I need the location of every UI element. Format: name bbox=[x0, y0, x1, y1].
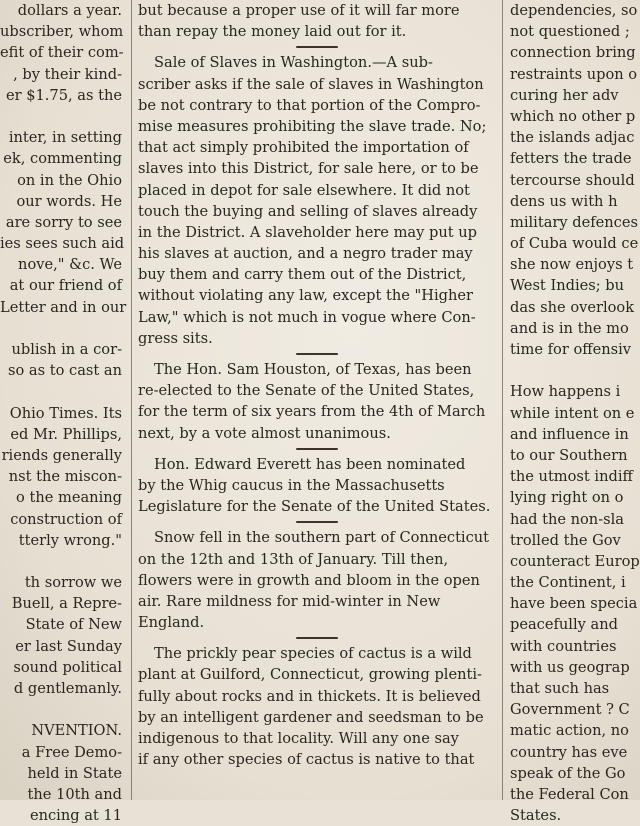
text-line: ubscriber, whom bbox=[0, 23, 124, 41]
text-line bbox=[0, 318, 125, 339]
text-line: er $1.75, as the bbox=[5, 86, 122, 104]
text-line: Sale of Slaves in Washington.—A sub- bbox=[154, 54, 433, 72]
article-separator bbox=[138, 42, 496, 52]
text-line: das she overlook bbox=[510, 298, 635, 316]
intro-paragraph bbox=[138, 0, 496, 42]
text-line: d gentlemanly. bbox=[13, 680, 122, 697]
text-line: our words. He bbox=[16, 192, 122, 210]
text-line: How happens i bbox=[510, 383, 621, 401]
text-line: flowers were in growth and bloom in the open bbox=[138, 571, 480, 589]
text-line bbox=[0, 381, 125, 402]
text-line: tercourse should bbox=[510, 171, 635, 189]
text-line: by the Whig caucus in the Massachusetts bbox=[138, 476, 445, 494]
column-rule-right bbox=[502, 0, 503, 800]
text-line: Ohio Times. Its bbox=[9, 404, 122, 422]
text-line: th sorrow we bbox=[24, 574, 122, 592]
text-line: encing at 11 bbox=[29, 807, 122, 825]
text-line bbox=[508, 360, 640, 381]
text-line: re-elected to the Senate of the United States, bbox=[138, 382, 475, 400]
article-everett bbox=[138, 454, 496, 518]
text-line: mise measures prohibiting the slave trade. No; bbox=[138, 117, 487, 135]
text-line: with us geograp bbox=[510, 658, 630, 676]
text-line: dens us with h bbox=[510, 192, 618, 210]
text-line: tterly wrong." bbox=[18, 531, 122, 549]
text-line: fetters the trade bbox=[510, 150, 632, 168]
text-line: speak of the Go bbox=[510, 764, 626, 782]
text-line: dependencies, so bbox=[510, 2, 638, 19]
text-line: nove," &c. We bbox=[18, 256, 122, 274]
text-line: next, by a vote almost unanimous. bbox=[138, 424, 391, 442]
text-line: Legislature for the Senate of the United States. bbox=[138, 498, 491, 516]
text-line: be not contrary to that portion of the Compro- bbox=[138, 96, 481, 114]
text-line: held in State bbox=[27, 764, 122, 782]
article-separator bbox=[138, 444, 496, 454]
text-line: Letter and in our bbox=[0, 298, 127, 316]
text-line: gress sits. bbox=[138, 329, 213, 347]
text-line: while intent on e bbox=[510, 404, 635, 422]
text-line: air. Rare mildness for mid-winter in New bbox=[138, 592, 441, 610]
text-line: not questioned ; bbox=[510, 23, 630, 41]
text-line: Hon. Edward Everett has been nominated bbox=[154, 455, 466, 473]
text-line: counteract Europ bbox=[510, 552, 640, 570]
text-line: dollars a year. bbox=[17, 2, 122, 19]
text-line: lying right on o bbox=[510, 489, 624, 507]
text-line: curing her adv bbox=[510, 86, 619, 104]
text-line: Government ? C bbox=[510, 701, 630, 719]
text-line: scriber asks if the sale of slaves in Washington bbox=[138, 75, 484, 93]
text-line: which no other p bbox=[510, 107, 636, 125]
text-line: restraints upon o bbox=[510, 65, 638, 83]
text-line: without violating any law, except the "Higher bbox=[138, 287, 473, 305]
text-line: buy them and carry them out of the District, bbox=[138, 266, 467, 284]
left-column bbox=[0, 0, 127, 825]
text-line bbox=[0, 699, 125, 720]
text-line: have been specia bbox=[510, 595, 638, 613]
text-line: placed in depot for sale elsewhere. It did not bbox=[138, 181, 470, 199]
text-line: The prickly pear species of cactus is a wild bbox=[154, 645, 472, 663]
text-line: country has eve bbox=[510, 743, 628, 761]
text-line: the 10th and bbox=[27, 785, 122, 803]
text-line: Law," which is not much in vogue where Con- bbox=[138, 308, 476, 326]
column-rule-left bbox=[131, 0, 132, 800]
text-line: military defences bbox=[510, 213, 638, 231]
text-line: that act simply prohibited the importation of bbox=[138, 139, 469, 157]
text-line: West Indies; bu bbox=[510, 277, 625, 295]
text-line: the Continent, i bbox=[510, 574, 626, 592]
article-separator bbox=[138, 633, 496, 643]
text-line: The Hon. Sam Houston, of Texas, has been bbox=[154, 361, 472, 378]
text-line: Snow fell in the southern part of Connecticut bbox=[154, 529, 490, 547]
text-line: time for offensiv bbox=[510, 341, 632, 358]
text-line: the Federal Con bbox=[510, 785, 629, 803]
text-line: ed Mr. Phillips, bbox=[10, 425, 122, 443]
text-line: at our friend of bbox=[9, 277, 122, 295]
text-line: touch the buying and selling of slaves already bbox=[138, 202, 478, 220]
right-column bbox=[508, 0, 640, 825]
text-line: by an intelligent gardener and seedsman to be bbox=[138, 708, 484, 726]
text-line: ublish in a cor- bbox=[11, 341, 122, 358]
text-line: trolled the Gov bbox=[510, 531, 621, 549]
text-line: indigenous to that locality. Will any one say bbox=[138, 730, 459, 747]
text-line: inter, in setting bbox=[8, 129, 122, 147]
text-line: in the District. A slaveholder here may put up bbox=[138, 223, 477, 241]
article-cactus bbox=[138, 643, 496, 770]
text-line: ies sees such aid bbox=[0, 235, 125, 253]
text-line: matic action, no bbox=[510, 722, 629, 740]
text-line: if any other species of cactus is native to that bbox=[138, 751, 475, 769]
text-line: the islands adjac bbox=[510, 129, 635, 147]
text-line: slaves into this District, for sale here, or to be bbox=[138, 160, 479, 178]
text-line: she now enjoys t bbox=[510, 256, 634, 274]
text-line: of Cuba would ce bbox=[510, 235, 639, 253]
article-slave-sale bbox=[138, 52, 496, 349]
text-line: , by their kind- bbox=[13, 65, 122, 83]
text-line: than repay the money laid out for it. bbox=[138, 23, 407, 41]
text-line: to our Southern bbox=[510, 446, 628, 464]
text-line bbox=[0, 106, 125, 127]
text-line: State of New bbox=[25, 616, 122, 634]
text-line: on the 12th and 13th of January. Till then, bbox=[138, 550, 449, 568]
text-line: o the meaning bbox=[16, 489, 122, 507]
text-line: peacefully and bbox=[510, 616, 618, 634]
text-line: the utmost indiff bbox=[510, 468, 633, 486]
text-line: with countries bbox=[510, 637, 617, 655]
article-houston bbox=[138, 359, 496, 444]
text-line: er last Sunday bbox=[15, 637, 122, 655]
text-line: nst the miscon- bbox=[8, 468, 122, 486]
text-line: ek, commenting bbox=[3, 150, 122, 168]
text-line: and influence in bbox=[510, 425, 629, 443]
text-line: his slaves at auction, and a negro trader may bbox=[138, 245, 473, 263]
text-line: plant at Guilford, Connecticut, growing plenti- bbox=[138, 666, 482, 684]
article-snow bbox=[138, 527, 496, 633]
text-line: so as to cast an bbox=[8, 362, 122, 380]
text-line: States. bbox=[510, 807, 562, 825]
center-column bbox=[138, 0, 496, 800]
text-line: NVENTION. bbox=[31, 722, 122, 740]
text-line: England. bbox=[138, 614, 205, 632]
article-separator bbox=[138, 349, 496, 359]
text-line: riends generally bbox=[1, 446, 122, 464]
text-line: had the non-sla bbox=[510, 510, 624, 528]
text-line: but because a proper use of it will far more bbox=[138, 2, 460, 19]
text-line: fully about rocks and in thickets. It is believed bbox=[138, 687, 481, 705]
text-line: are sorry to see bbox=[5, 213, 122, 231]
text-line: sound political bbox=[13, 658, 122, 676]
text-line: Buell, a Repre- bbox=[11, 595, 122, 613]
text-line: construction of bbox=[10, 510, 122, 528]
text-line bbox=[0, 551, 125, 572]
text-line: and is in the mo bbox=[510, 319, 629, 337]
text-line: for the term of six years from the 4th of March bbox=[138, 403, 486, 421]
text-line: connection bring bbox=[510, 44, 636, 62]
text-line: that such has bbox=[510, 680, 610, 697]
text-line: on in the Ohio bbox=[17, 171, 122, 189]
article-separator bbox=[138, 517, 496, 527]
text-line: a Free Demo- bbox=[21, 743, 122, 761]
text-line: efit of their com- bbox=[0, 44, 124, 62]
